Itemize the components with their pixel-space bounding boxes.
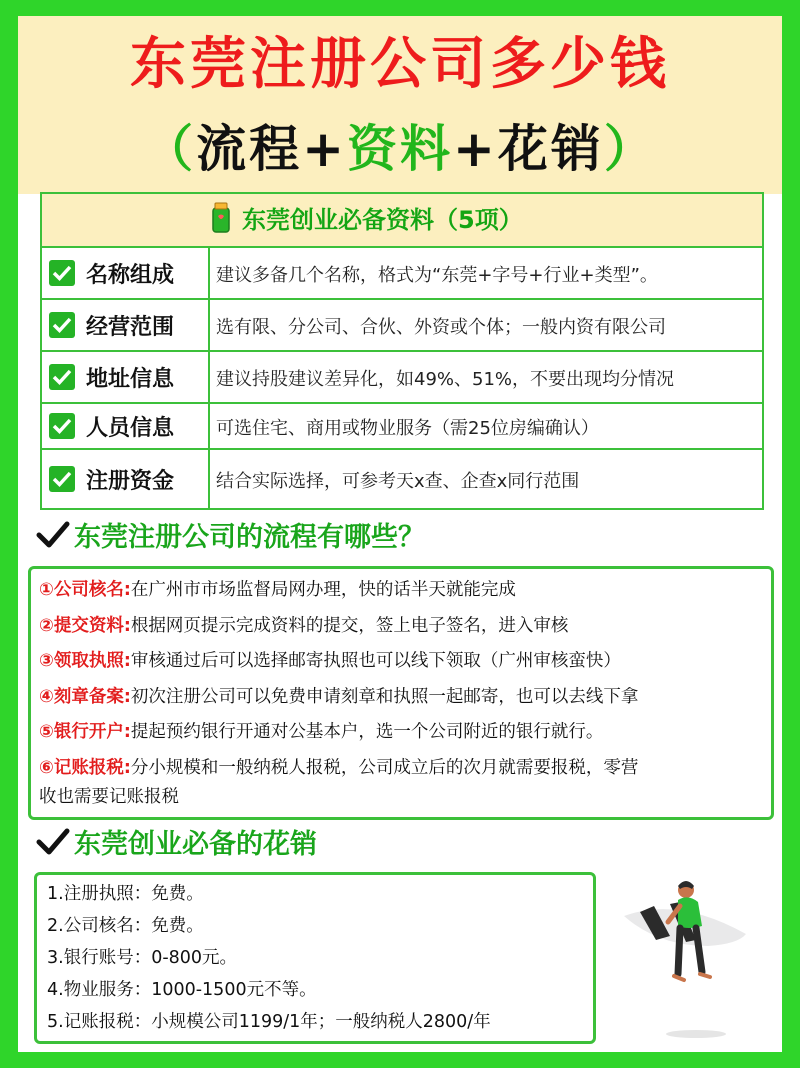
step-text: 在广州市市场监督局网办理，快的话半天就能完成	[130, 580, 516, 600]
material-desc: 建议持股建议差异化，如49%、51%，不要出现均分情况	[216, 369, 675, 390]
check-mark-icon	[36, 520, 70, 550]
costs-box	[34, 872, 596, 1044]
process-heading-text: 东莞注册公司的流程有哪些？	[74, 522, 425, 553]
poster	[18, 16, 782, 1052]
step-text: 提起预约银行开通对公基本户，选一个公司附近的银行就行。	[130, 722, 604, 742]
subtitle-open: （	[143, 120, 197, 178]
material-name-cell	[42, 300, 210, 350]
step-key: ③领取执照:	[39, 651, 131, 671]
process-box	[28, 566, 774, 820]
process-step	[39, 755, 638, 781]
material-row	[42, 300, 762, 352]
process-heading	[36, 519, 425, 557]
step-text: 根据网页提示完成资料的提交，签上电子签名，进入审核	[130, 616, 569, 636]
process-step	[39, 684, 638, 710]
check-box-icon	[49, 312, 75, 338]
material-row	[42, 352, 762, 404]
header	[18, 16, 782, 194]
material-name: 名称组成	[86, 263, 175, 288]
process-step-continued: 收也需要记账报税	[39, 787, 179, 807]
check-box-icon	[49, 260, 75, 286]
cost-item: 4.物业服务：1000-1500元不等。	[47, 980, 317, 1000]
page-subtitle	[18, 114, 782, 184]
material-desc: 建议多备几个名称，格式为“东莞+字号+行业+类型”。	[216, 265, 658, 286]
material-name: 经营范围	[86, 315, 175, 340]
subtitle-close: ）	[603, 120, 657, 178]
costs-heading-text: 东莞创业必备的花销	[74, 829, 317, 860]
step-text: 审核通过后可以选择邮寄执照也可以线下领取（广州审核蛮快）	[130, 651, 621, 671]
check-box-icon	[49, 364, 75, 390]
material-name-cell	[42, 450, 210, 508]
cost-item: 2.公司核名：免费。	[47, 916, 204, 936]
material-name-cell	[42, 352, 210, 402]
surfer-illustration	[618, 876, 758, 1042]
process-step	[39, 648, 621, 674]
jar-icon	[210, 202, 232, 234]
step-key: ④刻章备案:	[39, 687, 131, 707]
materials-heading: 东莞创业必备资料（5项）	[242, 206, 523, 234]
step-key: ⑥记账报税:	[39, 758, 131, 778]
material-desc: 结合实际选择，可参考天x查、企查x同行范围	[216, 471, 580, 492]
material-name-cell	[42, 248, 210, 298]
material-name: 地址信息	[86, 367, 175, 392]
check-mark-icon	[36, 827, 70, 857]
step-text: 初次注册公司可以免费申请刻章和执照一起邮寄，也可以去线下拿	[130, 687, 639, 707]
material-desc: 可选住宅、商用或物业服务（需25位房编确认）	[216, 418, 599, 439]
cost-item: 1.注册执照：免费。	[47, 884, 204, 904]
check-box-icon	[49, 466, 75, 492]
cost-item: 5.记账报税：小规模公司1199/1年；一般纳税人2800/年	[47, 1012, 491, 1032]
material-row	[42, 248, 762, 300]
step-key: ①公司核名:	[39, 580, 131, 600]
material-name-cell	[42, 404, 210, 448]
step-text: 分小规模和一般纳税人报税，公司成立后的次月就需要报税，零营	[130, 758, 639, 778]
costs-heading	[36, 826, 317, 864]
process-step	[39, 577, 516, 603]
page-title: 东莞注册公司多少钱	[130, 32, 670, 97]
material-name: 人员信息	[86, 416, 175, 441]
subtitle-part2: 资料	[347, 120, 453, 178]
process-step	[39, 719, 603, 745]
process-step	[39, 613, 568, 639]
step-key: ⑤银行开户:	[39, 722, 131, 742]
check-box-icon	[49, 413, 75, 439]
material-desc: 选有限、分公司、合伙、外资或个体；一般内资有限公司	[216, 317, 666, 338]
cost-item: 3.银行账号：0-800元。	[47, 948, 238, 968]
subtitle-part1: 流程+	[196, 120, 347, 178]
material-row	[42, 404, 762, 450]
subtitle-part3: +花销	[453, 120, 604, 178]
material-name: 注册资金	[86, 469, 175, 494]
materials-heading-row	[42, 194, 762, 248]
material-row	[42, 450, 762, 508]
step-key: ②提交资料:	[39, 616, 131, 636]
materials-table	[40, 192, 764, 510]
